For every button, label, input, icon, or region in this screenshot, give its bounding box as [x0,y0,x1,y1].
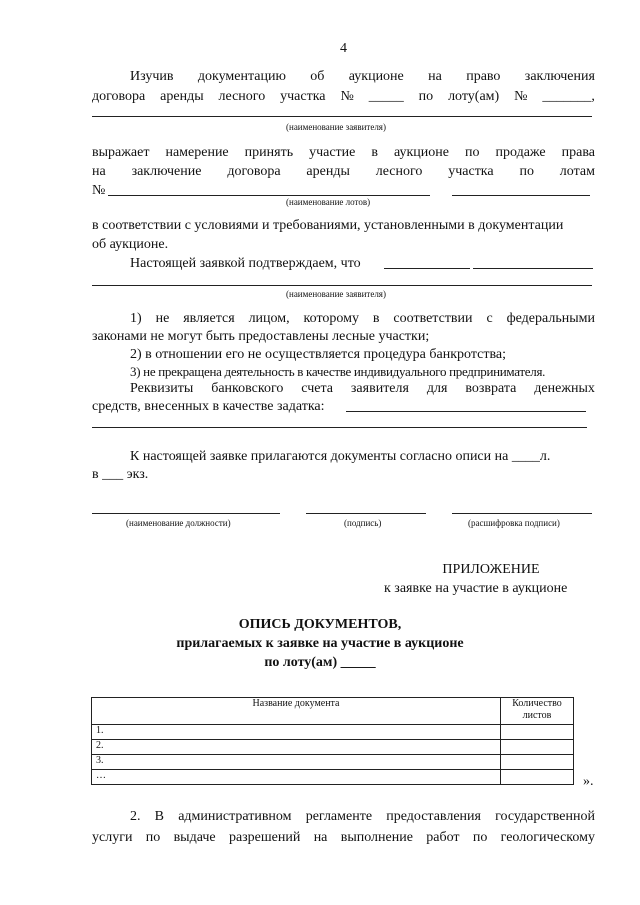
confirm-line-2 [473,268,593,269]
word: лицом, [248,311,290,326]
word: выдаче [173,830,216,845]
table-cell-count [501,770,574,785]
decoding-line [452,513,592,514]
bank-line2: средств, внесенных в качестве задатка: [92,399,325,414]
word: по [418,89,434,104]
word: разрешений [228,830,301,845]
page-number: 4 [340,41,347,56]
word: в [372,311,380,326]
word: на [313,830,328,845]
signature-line [306,513,426,514]
word: выражает [92,145,150,160]
p3-line1: в соответствии с условиями и требованиями, установленными в документации [92,218,564,233]
item1-line1 [130,311,595,327]
position-line [92,513,280,514]
word: в [371,145,378,160]
word: с [486,311,493,326]
word: лоту(ам) [448,89,500,104]
word: административном [178,809,292,824]
bank-details-line-1 [346,411,586,412]
word: предоставления [386,809,481,824]
word: _____ [368,89,404,104]
word: договора [227,164,281,179]
word: заявителя [350,381,409,396]
word: банковского [211,381,284,396]
word: договора [92,89,146,104]
table-cell-count [501,725,574,740]
p3-confirm: Настоящей заявкой подтверждаем, что [130,256,361,271]
word: федеральными [506,311,595,326]
word: _______, [542,89,595,104]
table-cell-name: 3. [92,755,501,770]
word: возврата [465,381,517,396]
word: об [310,69,325,84]
p1-line2 [92,89,595,105]
word: участие [309,145,356,160]
word: не [155,311,170,326]
word: услуги [92,830,133,845]
bank-details-line-2 [92,427,587,428]
lots-name-caption: (наименование лотов) [286,197,371,207]
word: аренды [306,164,350,179]
attach-line2: в ___ экз. [92,467,149,482]
word: счета [301,381,333,396]
table-cell-name: 1. [92,725,501,740]
table-header-row [92,698,574,725]
word: № [514,89,528,104]
word: регламенте [305,809,373,824]
word: соответствии [393,311,473,326]
inventory-subtitle: прилагаемых к заявке на участие в аукционе [176,636,464,651]
word: государственной [495,809,595,824]
word: заключение [131,164,202,179]
table-header-name: Название документа [92,698,501,725]
table-cell-count [501,740,574,755]
item3: 3) не прекращена деятельность в качестве индивидуального предпринимателя. [130,364,546,379]
p2-line3-prefix: № [92,183,106,198]
p2-line2 [92,164,595,180]
word: намерение [165,145,229,160]
applicant-name-line-2 [92,285,592,286]
table-cell-count [501,755,574,770]
word: заключения [524,69,595,84]
bank-line1 [130,381,595,397]
word: по [145,830,161,845]
appendix-title: ПРИЛОЖЕНИЕ [442,562,540,577]
item1-line2: законами не могут быть предоставлены лесные участки; [92,329,430,344]
lots-name-line-2 [452,195,590,196]
word: аренды [160,89,204,104]
word: по [465,145,480,160]
p2-line1 [92,145,595,161]
final-line2 [92,830,595,846]
word: на [428,69,442,84]
item2: 2) в отношении его не осуществляется процедура банкротства; [130,347,506,362]
word: участка [280,89,326,104]
word: В [154,809,165,824]
position-caption: (наименование должности) [126,518,231,528]
word: 2. [130,809,141,824]
table-header-count: Количество листов [501,698,574,725]
word: по [519,164,534,179]
word: Изучив [130,69,174,84]
applicant-name-caption-2: (наименование заявителя) [286,289,386,299]
word: лотам [559,164,595,179]
word: работ [426,830,460,845]
word: лесного [375,164,423,179]
word: документацию [197,69,286,84]
table-row [92,740,574,755]
word: по [472,830,488,845]
word: Реквизиты [130,381,194,396]
word: № [340,89,354,104]
word: для [426,381,448,396]
word: денежных [534,381,595,396]
word: на [92,164,106,179]
word: продаже [495,145,546,160]
word: аукционе [394,145,449,160]
final-line1 [130,809,595,825]
decoding-caption: (расшифровка подписи) [468,518,560,528]
table-closing-quote: ». [583,774,594,789]
word: является [183,311,235,326]
inventory-title: ОПИСЬ ДОКУМЕНТОВ, [238,617,402,632]
table-cell-name: 2. [92,740,501,755]
table-row [92,770,574,785]
inventory-table [91,697,574,785]
table-cell-name: … [92,770,501,785]
word: лесного [218,89,266,104]
appendix-subtitle: к заявке на участие в аукционе [384,581,568,596]
word: выполнение [340,830,413,845]
p1-line1 [130,69,595,85]
signature-caption: (подпись) [344,518,382,528]
table-row [92,725,574,740]
confirm-line-1 [384,268,470,269]
word: 1) [130,311,142,326]
attach-line1: К настоящей заявке прилагаются документы согласно описи на ____л. [130,449,551,464]
word: принять [244,145,294,160]
applicant-name-line [92,116,592,117]
word: которому [303,311,359,326]
table-row [92,755,574,770]
word: право [466,69,501,84]
word: права [561,145,595,160]
lots-name-line-1 [108,195,430,196]
applicant-name-caption: (наименование заявителя) [286,122,386,132]
word: аукционе [348,69,404,84]
word: участка [448,164,494,179]
p3-line2: об аукционе. [92,237,169,252]
inventory-lot: по лоту(ам) _____ [264,655,376,670]
word: геологическому [500,830,595,845]
